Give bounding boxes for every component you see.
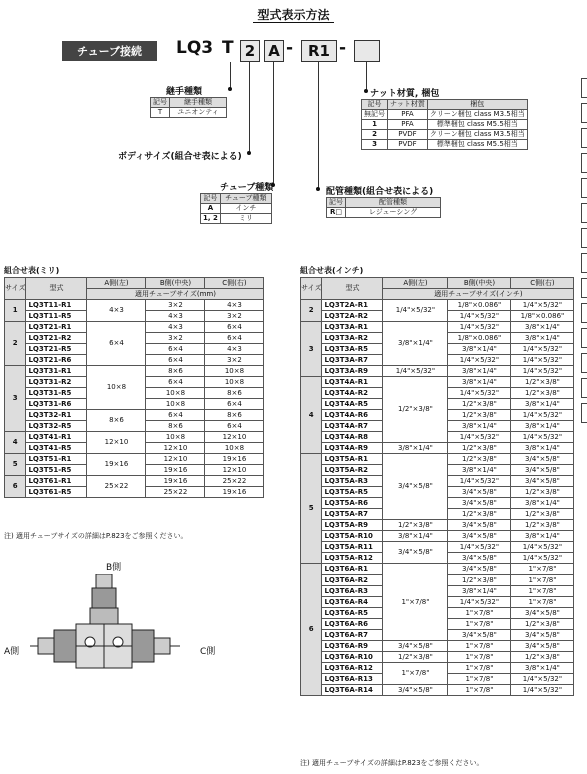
c-side-cell: 10×8 bbox=[205, 377, 264, 388]
model-cell: LQ3T4A-R5 bbox=[322, 399, 383, 410]
model-cell: LQ3T5A-R5 bbox=[322, 487, 383, 498]
c-side-cell: 1/4"×5/32" bbox=[511, 542, 574, 553]
size-cell: 5 bbox=[301, 454, 322, 564]
leader-t bbox=[230, 62, 231, 90]
b-side-cell: 1"×7/8" bbox=[448, 652, 511, 663]
c-side-cell: 19×16 bbox=[205, 454, 264, 465]
b-side-cell: 1/4"×5/32" bbox=[448, 476, 511, 487]
model-cell: LQ3T21-R1 bbox=[26, 322, 87, 333]
c-side-cell: 1/4"×5/32" bbox=[511, 355, 574, 366]
c-side-cell: 1/4"×5/32" bbox=[511, 366, 574, 377]
b-side-cell: 3/4"×5/8" bbox=[448, 531, 511, 542]
model-cell: LQ3T5A-R2 bbox=[322, 465, 383, 476]
model-cell: LQ3T4A-R1 bbox=[322, 377, 383, 388]
c-side-cell: 3/4"×5/8" bbox=[511, 476, 574, 487]
model-cell: LQ3T21-R6 bbox=[26, 355, 87, 366]
b-side-cell: 1/8"×0.086" bbox=[448, 300, 511, 311]
c-side-cell: 6×4 bbox=[205, 399, 264, 410]
c-side-cell: 8×6 bbox=[205, 388, 264, 399]
model-cell: LQ3T6A-R9 bbox=[322, 641, 383, 652]
size-cell: 6 bbox=[301, 564, 322, 696]
model-cell: LQ3T6A-R2 bbox=[322, 575, 383, 586]
b-side-cell: 3/8"×1/4" bbox=[448, 344, 511, 355]
c-side-cell: 4×3 bbox=[205, 344, 264, 355]
leader-tube bbox=[273, 62, 274, 186]
header-model: 型式 bbox=[26, 278, 87, 300]
a-side-cell: 1/4"×5/32" bbox=[383, 366, 448, 377]
model-cell: LQ3T5A-R9 bbox=[322, 520, 383, 531]
table-row bbox=[301, 377, 574, 388]
c-side-cell: 1"×7/8" bbox=[511, 575, 574, 586]
b-side-cell: 25×22 bbox=[146, 487, 205, 498]
b-side-cell: 10×8 bbox=[146, 399, 205, 410]
c-side-cell: 1/4"×5/32" bbox=[511, 410, 574, 421]
c-side-cell: 12×10 bbox=[205, 465, 264, 476]
header-size: サイズ bbox=[5, 278, 26, 300]
header-b: B側(中央) bbox=[146, 278, 205, 289]
union-tee-drawing bbox=[30, 574, 200, 684]
inch-table-title: 組合せ表(インチ) bbox=[300, 266, 364, 275]
c-side-cell: 1"×7/8" bbox=[511, 564, 574, 575]
model-cell: LQ3T3A-R7 bbox=[322, 355, 383, 366]
table-row bbox=[5, 322, 264, 333]
c-side-cell: 3/8"×1/4" bbox=[511, 399, 574, 410]
b-side-cell: 12×10 bbox=[146, 443, 205, 454]
header-c: C側(右) bbox=[511, 278, 574, 289]
b-side-cell: 3/4"×5/8" bbox=[448, 520, 511, 531]
leader-size bbox=[249, 62, 250, 154]
code-dash-1: - bbox=[286, 38, 294, 58]
size-cell: 4 bbox=[301, 377, 322, 454]
table-row bbox=[301, 663, 574, 674]
c-side-cell: 1/8"×0.086" bbox=[511, 311, 574, 322]
leader-nut bbox=[366, 62, 367, 92]
c-side-cell: 3/8"×1/4" bbox=[511, 421, 574, 432]
piping-label: 配管種類(組合せ表による) bbox=[326, 187, 434, 197]
model-cell: LQ3T11-R1 bbox=[26, 300, 87, 311]
table-row bbox=[5, 476, 264, 487]
c-side-cell: 3/4"×5/8" bbox=[511, 641, 574, 652]
model-cell: LQ3T6A-R13 bbox=[322, 674, 383, 685]
c-side-cell: 3×2 bbox=[205, 311, 264, 322]
table-row bbox=[301, 322, 574, 333]
b-side-cell: 4×3 bbox=[146, 311, 205, 322]
table-row bbox=[301, 564, 574, 575]
model-cell: LQ3T3A-R5 bbox=[322, 344, 383, 355]
tube-type-label: チューブ種類 bbox=[220, 183, 274, 193]
model-cell: LQ3T6A-R6 bbox=[322, 619, 383, 630]
model-cell: LQ3T5A-R7 bbox=[322, 509, 383, 520]
a-side-cell: 6×4 bbox=[87, 322, 146, 366]
inch-note: 注) 適用チューブサイズの詳細はP.823をご参照ください。 bbox=[300, 759, 484, 767]
b-side-cell: 19×16 bbox=[146, 465, 205, 476]
a-side-cell: 3/4"×5/8" bbox=[383, 542, 448, 564]
code-tube-box: A bbox=[264, 40, 284, 62]
a-side-cell: 4×3 bbox=[87, 300, 146, 322]
c-side-cell: 3×2 bbox=[205, 355, 264, 366]
c-side-cell: 3/8"×1/4" bbox=[511, 333, 574, 344]
model-cell: LQ3T11-R5 bbox=[26, 311, 87, 322]
model-cell: LQ3T31-R5 bbox=[26, 388, 87, 399]
code-nut-box bbox=[354, 40, 380, 62]
model-cell: LQ3T4A-R6 bbox=[322, 410, 383, 421]
header-tube-size: 適用チューブサイズ(mm) bbox=[87, 289, 264, 300]
a-side-cell: 8×6 bbox=[87, 410, 146, 432]
b-side-cell: 19×16 bbox=[146, 476, 205, 487]
a-side-cell: 12×10 bbox=[87, 432, 146, 454]
c-side-cell: 12×10 bbox=[205, 432, 264, 443]
table-row bbox=[5, 454, 264, 465]
code-prefix: LQ3 bbox=[176, 38, 214, 58]
nut-label: ナット材質, 梱包 bbox=[370, 89, 440, 99]
size-cell: 3 bbox=[5, 366, 26, 432]
mm-table-title: 組合せ表(ミリ) bbox=[4, 266, 60, 275]
model-cell: LQ3T5A-R12 bbox=[322, 553, 383, 564]
b-side-cell: 3/4"×5/8" bbox=[448, 630, 511, 641]
model-cell: LQ3T51-R1 bbox=[26, 454, 87, 465]
tube-type-table: 記号 チューブ種類 A インチ 1, 2 ミリ bbox=[200, 193, 272, 224]
model-cell: LQ3T4A-R7 bbox=[322, 421, 383, 432]
b-side-cell: 3/8"×1/4" bbox=[448, 366, 511, 377]
model-cell: LQ3T32-R1 bbox=[26, 410, 87, 421]
piping-table: 記号 配管種類 R□ レジューシング bbox=[326, 197, 441, 218]
table-row bbox=[5, 300, 264, 311]
a-side-cell: 3/4"×5/8" bbox=[383, 685, 448, 696]
table-row bbox=[301, 685, 574, 696]
b-side-cell: 1"×7/8" bbox=[448, 641, 511, 652]
model-cell: LQ3T41-R1 bbox=[26, 432, 87, 443]
model-cell: LQ3T5A-R11 bbox=[322, 542, 383, 553]
leader-dot-nut bbox=[364, 89, 368, 93]
leader-piping bbox=[318, 62, 319, 190]
b-side-cell: 1/2"×3/8" bbox=[448, 410, 511, 421]
table-row bbox=[301, 520, 574, 531]
model-cell: LQ3T31-R2 bbox=[26, 377, 87, 388]
c-side-cell: 1/4"×5/32" bbox=[511, 553, 574, 564]
b-side-cell: 3/4"×5/8" bbox=[448, 553, 511, 564]
model-cell: LQ3T41-R5 bbox=[26, 443, 87, 454]
c-side-cell: 3/4"×5/8" bbox=[511, 608, 574, 619]
c-side-cell: 6×4 bbox=[205, 421, 264, 432]
model-cell: LQ3T2A-R2 bbox=[322, 311, 383, 322]
b-side-cell: 1/2"×3/8" bbox=[448, 575, 511, 586]
b-side-cell: 1/4"×5/32" bbox=[448, 388, 511, 399]
b-side-cell: 1"×7/8" bbox=[448, 608, 511, 619]
c-side-cell: 3/8"×1/4" bbox=[511, 322, 574, 333]
model-cell: LQ3T6A-R10 bbox=[322, 652, 383, 663]
a-side-cell: 3/4"×5/8" bbox=[383, 641, 448, 652]
fitting-type-label: 継手種類 bbox=[166, 87, 203, 97]
model-cell: LQ3T6A-R5 bbox=[322, 608, 383, 619]
a-side-cell: 1"×7/8" bbox=[383, 564, 448, 641]
side-tabs bbox=[581, 78, 587, 428]
c-side-cell: 25×22 bbox=[205, 476, 264, 487]
a-side-cell: 3/8"×1/4" bbox=[383, 443, 448, 454]
code-piping-box: R1 bbox=[301, 40, 337, 62]
union-tee-diagram bbox=[4, 556, 230, 706]
a-side-cell: 3/8"×1/4" bbox=[383, 531, 448, 542]
code-dash-2: - bbox=[339, 38, 347, 58]
b-side-cell: 6×4 bbox=[146, 377, 205, 388]
c-side-cell: 3/8"×1/4" bbox=[511, 663, 574, 674]
b-side-cell: 1/8"×0.086" bbox=[448, 333, 511, 344]
b-side-cell: 3/8"×1/4" bbox=[448, 586, 511, 597]
model-cell: LQ3T21-R5 bbox=[26, 344, 87, 355]
table-row bbox=[301, 366, 574, 377]
leader-dot-t bbox=[228, 87, 232, 91]
model-cell: LQ3T4A-R9 bbox=[322, 443, 383, 454]
c-side-cell: 19×16 bbox=[205, 487, 264, 498]
size-cell: 4 bbox=[5, 432, 26, 454]
b-side-cell: 3/4"×5/8" bbox=[448, 498, 511, 509]
b-side-cell: 1/2"×3/8" bbox=[448, 509, 511, 520]
model-cell: LQ3T3A-R9 bbox=[322, 366, 383, 377]
b-side-cell: 1/4"×5/32" bbox=[448, 432, 511, 443]
b-side-cell: 1/4"×5/32" bbox=[448, 311, 511, 322]
b-side-label: B側 bbox=[106, 563, 122, 573]
c-side-cell: 10×8 bbox=[205, 443, 264, 454]
a-side-cell: 19×16 bbox=[87, 454, 146, 476]
b-side-cell: 12×10 bbox=[146, 454, 205, 465]
connection-badge: チューブ接続 bbox=[62, 41, 157, 61]
model-cell: LQ3T4A-R8 bbox=[322, 432, 383, 443]
a-side-cell: 3/4"×5/8" bbox=[383, 454, 448, 520]
model-cell: LQ3T3A-R2 bbox=[322, 333, 383, 344]
b-side-cell: 6×4 bbox=[146, 355, 205, 366]
nut-table: 記号 ナット材質 梱包 無記号 PFA クリーン梱包 class M3.5相当 1 PFA 標準梱包 class M5.5相当 2 PVDF クリーン梱包 class M3.5相当 3 PVDF 標準梱包 class M5.5相当 bbox=[361, 99, 528, 150]
size-cell: 1 bbox=[5, 300, 26, 322]
a-side-cell: 1"×7/8" bbox=[383, 663, 448, 685]
b-side-cell: 1/2"×3/8" bbox=[448, 399, 511, 410]
c-side-cell: 6×4 bbox=[205, 322, 264, 333]
model-cell: LQ3T6A-R7 bbox=[322, 630, 383, 641]
b-side-cell: 1"×7/8" bbox=[448, 674, 511, 685]
leader-dot-size bbox=[247, 151, 251, 155]
model-cell: LQ3T31-R6 bbox=[26, 399, 87, 410]
header-b: B側(中央) bbox=[448, 278, 511, 289]
model-cell: LQ3T6A-R1 bbox=[322, 564, 383, 575]
model-cell: LQ3T61-R5 bbox=[26, 487, 87, 498]
model-cell: LQ3T5A-R6 bbox=[322, 498, 383, 509]
table-row bbox=[301, 454, 574, 465]
model-cell: LQ3T6A-R12 bbox=[322, 663, 383, 674]
model-cell: LQ3T6A-R3 bbox=[322, 586, 383, 597]
b-side-cell: 6×4 bbox=[146, 410, 205, 421]
c-side-cell: 4×3 bbox=[205, 300, 264, 311]
c-side-cell: 3/4"×5/8" bbox=[511, 465, 574, 476]
b-side-cell: 3/8"×1/4" bbox=[448, 377, 511, 388]
model-cell: LQ3T61-R1 bbox=[26, 476, 87, 487]
c-side-cell: 1/4"×5/32" bbox=[511, 432, 574, 443]
leader-dot-piping bbox=[316, 187, 320, 191]
b-side-cell: 6×4 bbox=[146, 344, 205, 355]
c-side-cell: 1"×7/8" bbox=[511, 586, 574, 597]
a-side-cell: 1/2"×3/8" bbox=[383, 652, 448, 663]
b-side-cell: 1/2"×3/8" bbox=[448, 443, 511, 454]
c-side-cell: 3/4"×5/8" bbox=[511, 454, 574, 465]
c-side-cell: 1"×7/8" bbox=[511, 597, 574, 608]
model-cell: LQ3T6A-R4 bbox=[322, 597, 383, 608]
table-row bbox=[301, 652, 574, 663]
b-side-cell: 1"×7/8" bbox=[448, 619, 511, 630]
table-row bbox=[301, 641, 574, 652]
mm-combination-table bbox=[4, 277, 264, 498]
model-cell: LQ3T21-R2 bbox=[26, 333, 87, 344]
b-side-cell: 1/2"×3/8" bbox=[448, 454, 511, 465]
table-row bbox=[301, 443, 574, 454]
b-side-cell: 3×2 bbox=[146, 333, 205, 344]
b-side-cell: 1/4"×5/32" bbox=[448, 322, 511, 333]
a-side-label: A側 bbox=[4, 647, 20, 657]
size-cell: 2 bbox=[5, 322, 26, 366]
model-cell: LQ3T4A-R2 bbox=[322, 388, 383, 399]
c-side-cell: 1/2"×3/8" bbox=[511, 487, 574, 498]
c-side-cell: 1/4"×5/32" bbox=[511, 674, 574, 685]
mm-note: 注) 適用チューブサイズの詳細はP.823をご参照ください。 bbox=[4, 532, 188, 540]
c-side-cell: 3/8"×1/4" bbox=[511, 498, 574, 509]
size-cell: 3 bbox=[301, 322, 322, 377]
b-side-cell: 1/4"×5/32" bbox=[448, 597, 511, 608]
a-side-cell: 25×22 bbox=[87, 476, 146, 498]
c-side-cell: 3/4"×5/8" bbox=[511, 630, 574, 641]
code-size-box: 2 bbox=[240, 40, 260, 62]
b-side-cell: 1"×7/8" bbox=[448, 685, 511, 696]
table-row bbox=[301, 531, 574, 542]
model-cell: LQ3T6A-R14 bbox=[322, 685, 383, 696]
c-side-cell: 1/4"×5/32" bbox=[511, 685, 574, 696]
model-cell: LQ3T3A-R1 bbox=[322, 322, 383, 333]
header-model: 型式 bbox=[322, 278, 383, 300]
size-cell: 5 bbox=[5, 454, 26, 476]
header-c: C側(右) bbox=[205, 278, 264, 289]
table-row bbox=[5, 432, 264, 443]
a-side-cell: 3/8"×1/4" bbox=[383, 322, 448, 366]
b-side-cell: 8×6 bbox=[146, 421, 205, 432]
c-side-cell: 3/8"×1/4" bbox=[511, 443, 574, 454]
c-side-cell: 10×8 bbox=[205, 366, 264, 377]
a-side-cell: 1/2"×3/8" bbox=[383, 377, 448, 443]
a-side-cell: 1/2"×3/8" bbox=[383, 520, 448, 531]
code-t: T bbox=[222, 38, 234, 58]
model-cell: LQ3T5A-R10 bbox=[322, 531, 383, 542]
c-side-label: C側 bbox=[200, 647, 216, 657]
c-side-cell: 1/2"×3/8" bbox=[511, 619, 574, 630]
header-size: サイズ bbox=[301, 278, 322, 300]
c-side-cell: 8×6 bbox=[205, 410, 264, 421]
c-side-cell: 3/8"×1/4" bbox=[511, 531, 574, 542]
c-side-cell: 1/2"×3/8" bbox=[511, 377, 574, 388]
a-side-cell: 1/4"×5/32" bbox=[383, 300, 448, 322]
inch-combination-table bbox=[300, 277, 574, 696]
model-cell: LQ3T51-R5 bbox=[26, 465, 87, 476]
model-cell: LQ3T2A-R1 bbox=[322, 300, 383, 311]
table-row bbox=[301, 300, 574, 311]
model-cell: LQ3T31-R1 bbox=[26, 366, 87, 377]
table-row bbox=[301, 542, 574, 553]
b-side-cell: 8×6 bbox=[146, 366, 205, 377]
header-a: A側(左) bbox=[87, 278, 146, 289]
c-side-cell: 1/2"×3/8" bbox=[511, 388, 574, 399]
model-cell: LQ3T5A-R3 bbox=[322, 476, 383, 487]
model-cell: LQ3T5A-R1 bbox=[322, 454, 383, 465]
body-size-label: ボディサイズ(組合せ表による) bbox=[118, 152, 242, 162]
b-side-cell: 1"×7/8" bbox=[448, 663, 511, 674]
size-cell: 2 bbox=[301, 300, 322, 322]
b-side-cell: 10×8 bbox=[146, 432, 205, 443]
b-side-cell: 1/4"×5/32" bbox=[448, 355, 511, 366]
table-row bbox=[5, 410, 264, 421]
c-side-cell: 6×4 bbox=[205, 333, 264, 344]
header-a: A側(左) bbox=[383, 278, 448, 289]
size-cell: 6 bbox=[5, 476, 26, 498]
b-side-cell: 3/8"×1/4" bbox=[448, 421, 511, 432]
c-side-cell: 1/2"×3/8" bbox=[511, 509, 574, 520]
model-cell: LQ3T32-R5 bbox=[26, 421, 87, 432]
b-side-cell: 4×3 bbox=[146, 322, 205, 333]
b-side-cell: 3/8"×1/4" bbox=[448, 465, 511, 476]
b-side-cell: 10×8 bbox=[146, 388, 205, 399]
b-side-cell: 3/4"×5/8" bbox=[448, 564, 511, 575]
b-side-cell: 3/4"×5/8" bbox=[448, 487, 511, 498]
c-side-cell: 1/2"×3/8" bbox=[511, 520, 574, 531]
header-tube-size: 適用チューブサイズ(インチ) bbox=[383, 289, 574, 300]
c-side-cell: 1/4"×5/32" bbox=[511, 300, 574, 311]
c-side-cell: 1/4"×5/32" bbox=[511, 344, 574, 355]
table-row bbox=[5, 366, 264, 377]
fitting-type-table: 記号 継手種類 T ユニオンティ bbox=[150, 97, 227, 118]
page-title: 型式表示方法 bbox=[0, 6, 587, 23]
b-side-cell: 1/4"×5/32" bbox=[448, 542, 511, 553]
b-side-cell: 3×2 bbox=[146, 300, 205, 311]
a-side-cell: 10×8 bbox=[87, 366, 146, 410]
c-side-cell: 1/2"×3/8" bbox=[511, 652, 574, 663]
